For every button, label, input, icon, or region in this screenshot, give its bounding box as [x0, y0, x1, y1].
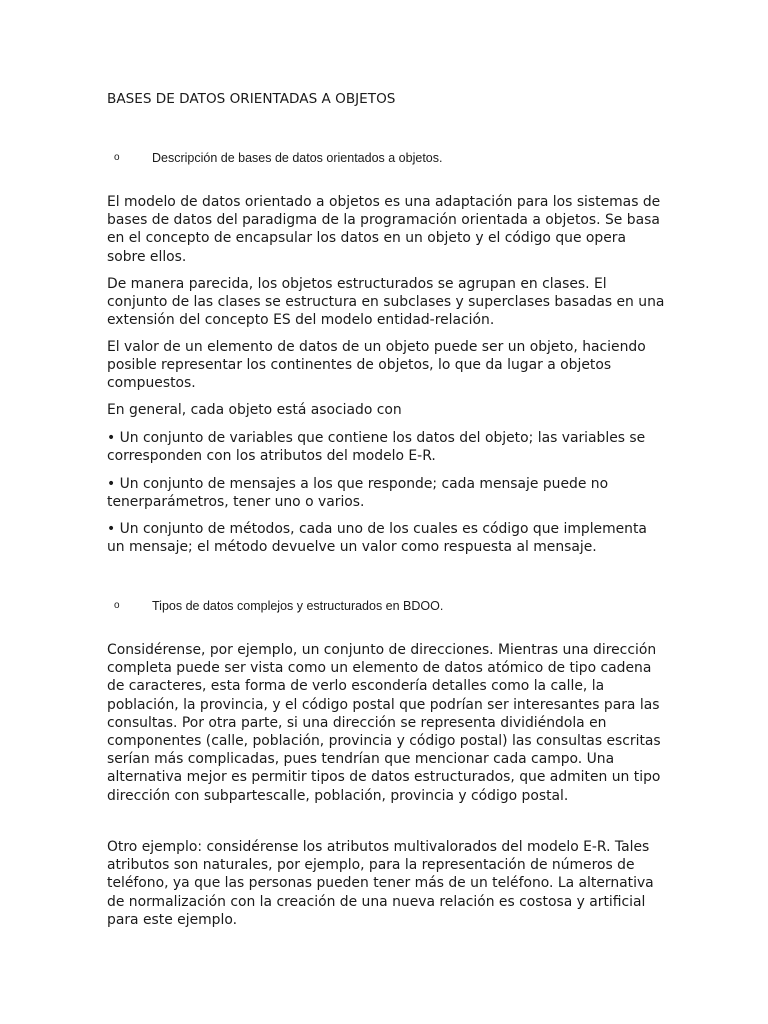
document-title: BASES DE DATOS ORIENTADAS A OBJETOS — [107, 91, 396, 107]
paragraph: De manera parecida, los objetos estructurados se agrupan en clases. El conjunto de las clases se estructura en subclases y superclases basadas en una extensión del concepto ES del modelo entidad-relación. — [107, 276, 665, 329]
bullet-paragraph: • Un conjunto de métodos, cada uno de los cuales es código que implementa un mensaje; el método devuelve un valor como respuesta al mensaje. — [107, 521, 647, 556]
bullet-marker: o — [114, 152, 120, 163]
bullet-paragraph: • Un conjunto de variables que contiene los datos del objeto; las variables se corresponden con los atributos del modelo E-R. — [107, 430, 646, 465]
section-heading-text: Descripción de bases de datos orientados a objetos. — [152, 151, 443, 165]
bullet-marker: o — [114, 600, 120, 611]
paragraph: El modelo de datos orientado a objetos es una adaptación para los sistemas de bases de datos del paradigma de la programación orientada a objetos. Se basa en el concepto de encapsular los datos en un objeto y el código que opera sobre ellos. — [107, 194, 661, 265]
paragraph: En general, cada objeto está asociado con — [107, 402, 402, 418]
section-heading-text: Tipos de datos complejos y estructurados en BDOO. — [152, 599, 444, 613]
paragraph: Considérense, por ejemplo, un conjunto de direcciones. Mientras una dirección completa puede ser vista como un elemento de datos atómico de tipo cadena de caracteres, esta forma de verlo escondería detalles como la calle, la población, la provincia, y el código postal que podrían ser interesantes para las consultas. Por otra parte, si una dirección se representa dividiéndola en componentes (calle, población, provincia y código postal) las consultas escritas serían más complicadas, pues tendrían que mencionar cada campo. Una alternativa mejor es permitir tipos de datos estructurados, que admiten un tipo dirección con subpartescalle, población, provincia y código postal. — [107, 642, 661, 804]
bullet-paragraph: • Un conjunto de mensajes a los que responde; cada mensaje puede no tenerparámetros, tener uno o varios. — [107, 476, 609, 511]
paragraph: Otro ejemplo: considérense los atributos multivalorados del modelo E-R. Tales atributos son naturales, por ejemplo, para la representación de números de teléfono, ya que las personas pueden tener más de un teléfono. La alternativa de normalización con la creación de una nueva relación es costosa y artificial para este ejemplo. — [107, 839, 654, 928]
paragraph: El valor de un elemento de datos de un objeto puede ser un objeto, haciendo posible representar los continentes de objetos, lo que da lugar a objetos compuestos. — [107, 339, 646, 392]
